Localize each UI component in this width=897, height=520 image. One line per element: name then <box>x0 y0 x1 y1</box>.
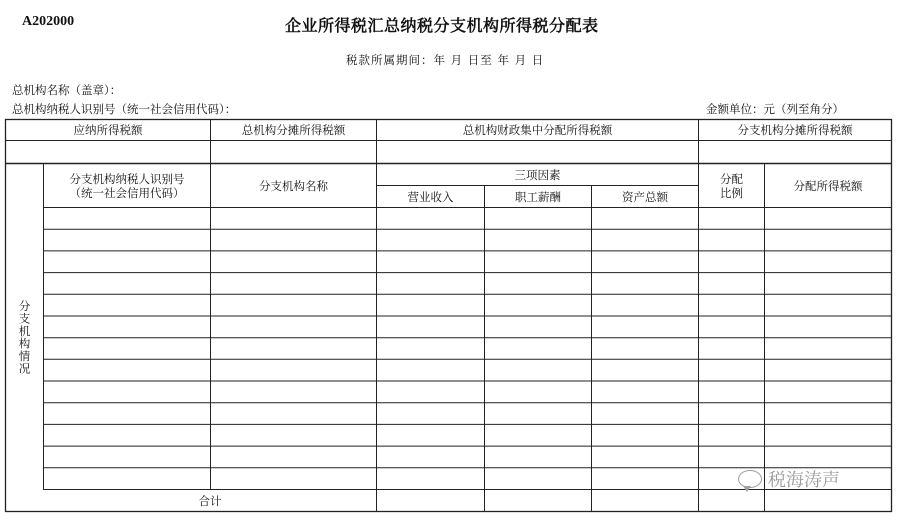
hq-central-allocation-field[interactable] <box>377 141 698 163</box>
ratio-header <box>699 164 764 207</box>
revenue-header: 营业收入 <box>407 189 454 204</box>
wechat-icon <box>738 470 762 488</box>
total-label: 合计 <box>198 493 222 508</box>
three-factors-header: 三项因素 <box>514 167 561 182</box>
branch-id-header <box>44 164 210 207</box>
payable-tax-field[interactable] <box>6 141 210 163</box>
tax-period-label: 税款所属期间：年 月 日至 年 月 日 <box>346 53 545 67</box>
assets-header: 资产总额 <box>622 189 668 204</box>
hq-share-field[interactable] <box>211 141 376 163</box>
branch-share-field[interactable] <box>699 141 891 163</box>
branch-name-header: 分支机构名称 <box>259 178 328 193</box>
form-code: A202000 <box>22 14 75 29</box>
tax-id-label: 总机构纳税人识别号（统一社会信用代码）： <box>12 102 237 116</box>
branch-id-header-line2: （统一社会信用代码） <box>69 185 185 200</box>
salary-header: 职工薪酬 <box>515 189 561 204</box>
branch-share-header: 分支机构分摊所得税额 <box>737 123 853 137</box>
branch-id-header-line1: 分支机构纳税人识别号 <box>69 171 185 186</box>
hq-central-allocation-header: 总机构财政集中分配所得税额 <box>462 123 613 137</box>
payable-tax-header: 应纳所得税额 <box>73 123 143 137</box>
ratio-header-line2: 比例 <box>720 185 743 200</box>
form-title: 企业所得税汇总纳税分支机构所得税分配表 <box>285 16 599 35</box>
watermark <box>738 466 840 492</box>
branch-section-label: 分支机构情况 <box>17 300 32 375</box>
allocated-tax-header: 分配所得税额 <box>793 178 863 193</box>
org-name-label: 总机构名称（盖章）： <box>12 83 122 97</box>
amount-unit-label: 金额单位：元（列至角分） <box>706 102 844 116</box>
ratio-header-line1: 分配 <box>720 171 743 186</box>
hq-share-header: 总机构分摊所得税额 <box>241 123 346 137</box>
watermark-text: 税海涛声 <box>768 470 840 491</box>
